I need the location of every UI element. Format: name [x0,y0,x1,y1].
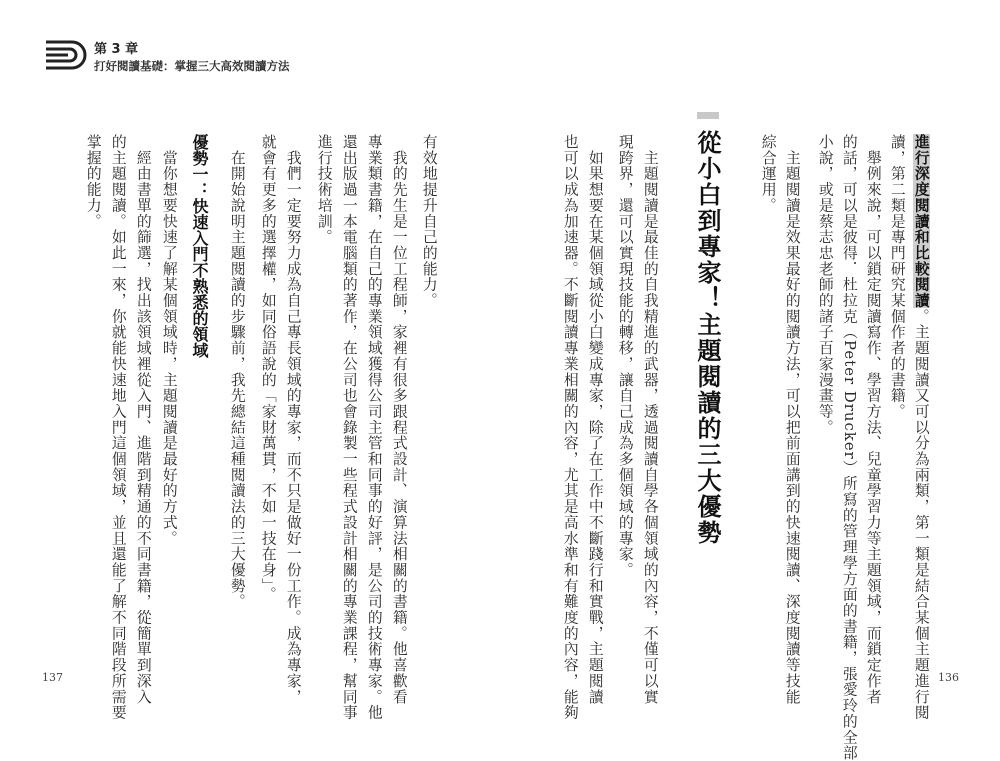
chapter-logo-icon [44,38,88,72]
left-col-2: 我的先生是一位工程師，家裡有很多跟程式設計、演算法相關的書籍。他喜歡看 [390,134,408,705]
right-col-1-text: 。主題閱讀又可以分為兩類，第一類是結合某個主題進行閱 [912,308,930,721]
highlighted-phrase: 進行深度閱讀和比較閱讀 [912,134,930,309]
left-col-1: 有效地提升自己的能力。 [420,134,438,309]
right-col-7: 綜合運用。 [759,134,777,214]
right-col-10: 如果想要在某個領域從小白變成專家，除了在工作中不斷踐行和實戰，主題閱讀 [586,134,604,705]
right-col-11: 也可以成為加速器。不斷閱讀專業相關的內容，尤其是高水準和有難度的內容，能夠 [561,134,579,721]
right-col-2: 讀，第二類是專門研究某個作者的書籍。 [888,134,906,420]
right-col-3: 舉例來說，可以鎖定閱讀寫作、學習方法、兒童學習力等主題領域，而鎖定作者 [864,134,882,705]
left-col-5: 進行技術培訓。 [315,134,333,245]
section-heading-bar [697,112,719,119]
left-col-4: 還出版過一本電腦類的著作，在公司也會錄製一些程式設計相關的專業課程，幫同事 [340,134,358,721]
right-col-6: 主題閱讀是效果最好的閱讀方法，可以把前面講到的快速閱讀、深度閱讀等技能 [783,134,801,705]
left-col-10: 經由書單的篩選，找出該領域裡從入門、進階到精通的不同書籍，從簡單到深入 [134,134,152,705]
chapter-title: 打好閱讀基礎：掌握三大高效閱讀方法 [94,59,290,73]
page-number-right: 136 [938,671,959,684]
left-col-8: 在開始說明主題閱讀的步驟前，我先總結這種閱讀法的三大優勢。 [228,134,246,610]
left-col-7: 就會有更多的選擇權，如同俗語說的「家財萬貫，不如一技在身」。 [259,134,277,603]
right-col-1 [912,134,930,721]
left-col-3: 專業類書籍，在自己的專業領域獲得公司主管和同事的好評，是公司的技術專家。他 [365,134,383,721]
section-heading: 從小白到專家！主題閱讀的三大優勢 [693,130,721,546]
left-col-9: 當你想要快速了解某個領域時，主題閱讀是最好的方式。 [160,134,178,547]
right-col-9: 現跨界，還可以實現技能的轉移，讓自己成為多個領域的專家。 [616,134,634,578]
sub-heading: 優勢一：快速入門不熟悉的領域 [190,134,209,358]
left-col-11: 的主題閱讀。如此一來，你就能快速地入門這個領域，並且還能了解不同階段所需要 [109,134,127,721]
right-col-8: 主題閱讀是最佳的自我精進的武器，透過閱讀自學各個領域的內容，不僅可以實 [641,134,659,705]
right-col-4: 的話，可以是彼得．杜拉克（Peter Drucker）所寫的管理學方面的書籍，張愛玲的全部 [840,134,858,761]
right-col-5: 小說，或是蔡志忠老師的諸子百家漫畫等。 [816,134,834,436]
left-col-12: 掌握的能力。 [84,134,102,230]
chapter-number: 第 3 章 [94,42,139,57]
running-header [44,36,344,76]
left-col-6: 我們一定要努力成為自己專長領域的專家，而不只是做好一份工作。成為專家， [284,134,302,705]
page-number-left: 137 [42,671,63,684]
